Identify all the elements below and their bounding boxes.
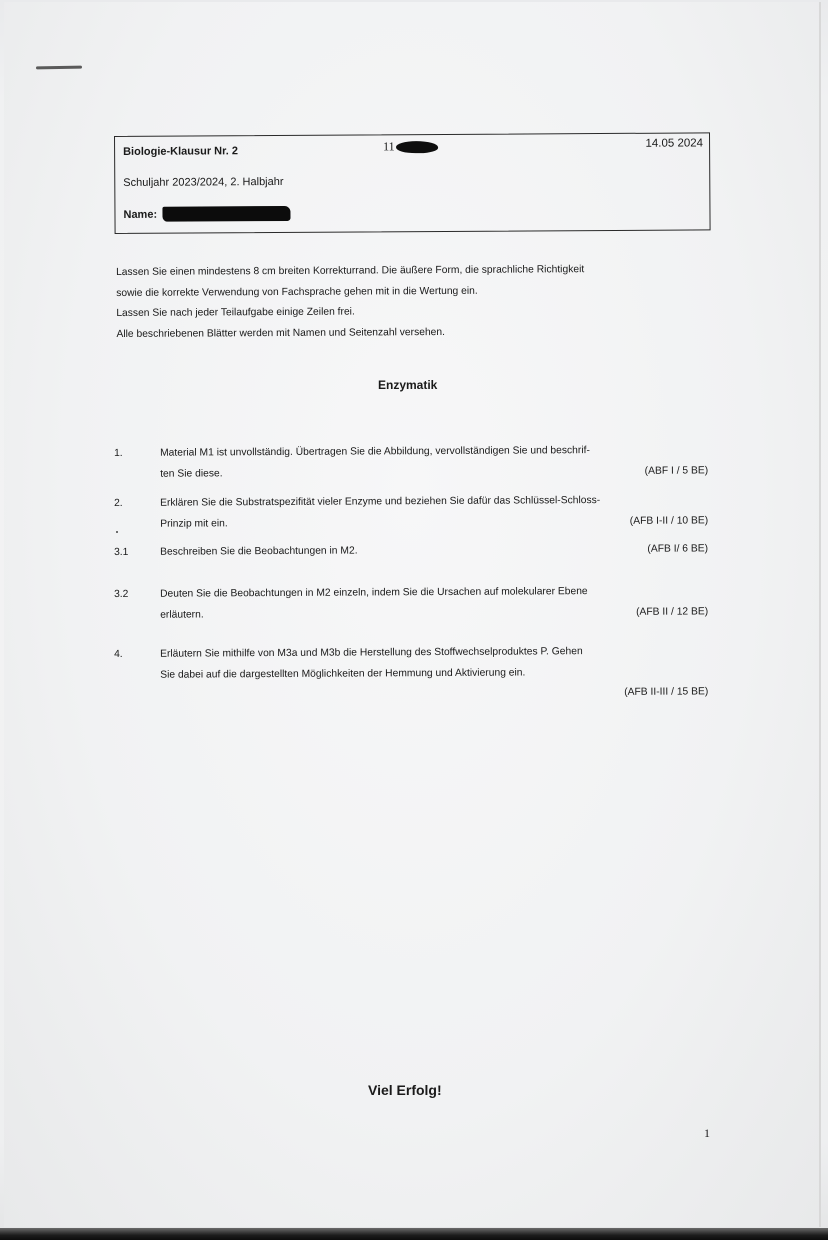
scan-shadow [0, 1228, 828, 1240]
task-line: Prinzip mit ein. [160, 517, 228, 530]
task-number: 1. [114, 447, 123, 459]
redaction-class [396, 141, 438, 153]
task-number: 4. [114, 648, 123, 660]
task-line: Beschreiben Sie die Beobachtungen in M2. [160, 545, 358, 558]
task-number: 3.2 [114, 588, 129, 600]
task-text [160, 490, 712, 534]
task-line: erläutern. [160, 608, 204, 621]
exam-date: 14.05 2024 [645, 137, 704, 150]
class-label: 11 [383, 139, 395, 154]
school-year: Schuljahr 2023/2024, 2. Halbjahr [123, 175, 284, 189]
task-number: 2. [114, 497, 123, 509]
task-points: (AFB I-II / 10 BE) [629, 514, 709, 527]
stray-mark [116, 531, 118, 533]
task-line: Erklären Sie die Substratspezifität vieler Enzyme und beziehen Sie dafür das Schlüssel-Schloss- [160, 495, 601, 509]
task-line: Sie dabei auf die dargestellten Möglichkeiten der Hemmung und Aktivierung ein. [160, 666, 526, 681]
header-box [114, 132, 711, 234]
closing-text: Viel Erfolg! [368, 1082, 442, 1098]
instruction-line: Alle beschriebenen Blätter werden mit Namen und Seitenzahl versehen. [116, 326, 446, 340]
task-line: ten Sie diese. [160, 467, 223, 480]
task-text [160, 539, 712, 563]
instruction-line: Lassen Sie nach jeder Teilaufgabe einige Zeilen frei. [116, 306, 355, 319]
task-points: (AFB II-III / 15 BE) [624, 686, 709, 698]
task-line: Erläutern Sie mithilfe von M3a und M3b die Herstellung des Stoffwechselproduktes P. Gehen [160, 646, 583, 660]
instructions [116, 259, 716, 345]
task-text [160, 581, 712, 625]
page-number: 1 [704, 1126, 710, 1140]
instruction-line: Lassen Sie einen mindestens 8 cm breiten Korrekturrand. Die äußere Form, die sprachliche Richtigkeit [116, 264, 585, 278]
task-text [160, 641, 712, 698]
task-number: 3.1 [114, 546, 129, 558]
task-points: (AFB I/ 6 BE) [647, 543, 709, 555]
instruction-line: sowie die korrekte Verwendung von Fachsprache gehen mit in die Wertung ein. [116, 285, 478, 299]
task-points: (ABF I / 5 BE) [644, 464, 709, 477]
task-line: Material M1 ist unvollständig. Übertragen Sie die Abbildung, vervollständigen Sie und beschrif- [160, 445, 590, 459]
task-line: Deuten Sie die Beobachtungen in M2 einzeln, indem Sie die Ursachen auf molekularer Ebene [160, 586, 588, 600]
section-title: Enzymatik [378, 378, 438, 392]
task-text [160, 440, 712, 484]
name-label: Name: [123, 208, 158, 221]
task-points: (AFB II / 12 BE) [636, 605, 709, 618]
exam-title: Biologie-Klausur Nr. 2 [123, 145, 239, 158]
redaction-name [162, 206, 290, 222]
